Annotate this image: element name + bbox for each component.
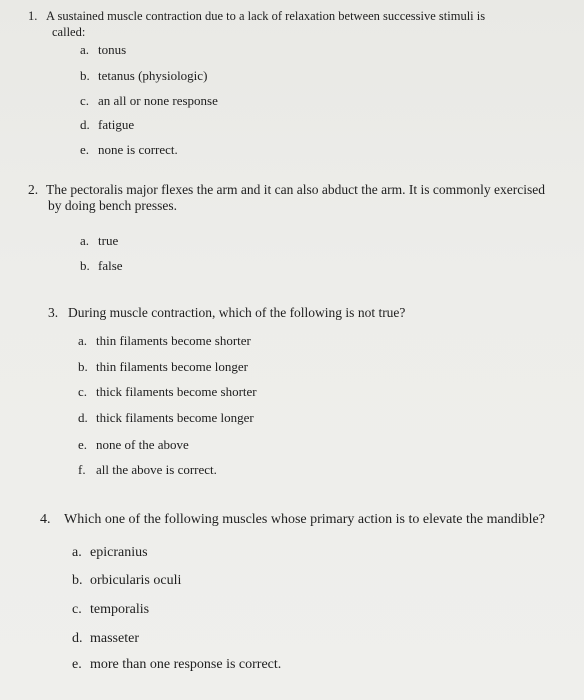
question-3-option-d: d. thick filaments become longer [78,410,254,425]
question-2-stem-line1: The pectoralis major flexes the arm and it can also abduct the arm. It is commonly exercised [46,182,545,197]
question-1-number: 1. [28,9,38,23]
question-3-option-f: f. all the above is correct. [78,462,217,477]
question-3-number: 3. [48,305,59,320]
question-4-stem [40,512,545,528]
question-4-option-c: c. temporalis [72,602,150,617]
question-1-option-e: e. none is correct. [80,142,178,157]
question-1-option-a: a. tonus [80,42,127,57]
question-3-option-c: c. thick filaments become shorter [78,384,257,399]
question-2-stem-line2: by doing bench presses. [48,198,177,213]
question-2-number: 2. [28,182,39,197]
question-4-number: 4. [40,512,51,527]
question-4-option-a: a. epicranius [72,545,148,560]
question-4-option-b: b. orbicularis oculi [72,573,182,588]
question-3-stem-line1: During muscle contraction, which of the following is not true? [68,305,406,320]
question-2-option-b: b. false [80,258,123,273]
question-1-stem [28,8,485,40]
question-4-option-e: e. more than one response is correct. [72,657,282,672]
question-3-stem [48,305,405,321]
question-4-stem-line1: Which one of the following muscles whose primary action is to elevate the mandible? [64,512,545,527]
question-3-option-b: b. thin filaments become longer [78,359,248,374]
question-1-option-c: c. an all or none response [80,93,218,108]
question-1-option-d: d. fatigue [80,117,135,132]
question-2-option-a: a. true [80,233,119,248]
question-4-option-d: d. masseter [72,631,139,646]
question-1-option-b: b. tetanus (physiologic) [80,68,208,83]
question-3-option-e: e. none of the above [78,437,189,452]
question-1-stem-line2: called: [52,25,86,39]
question-3-option-a: a. thin filaments become shorter [78,333,251,348]
question-2-stem [28,182,545,214]
question-1-stem-line1: A sustained muscle contraction due to a lack of relaxation between successive stimuli is [46,9,486,23]
